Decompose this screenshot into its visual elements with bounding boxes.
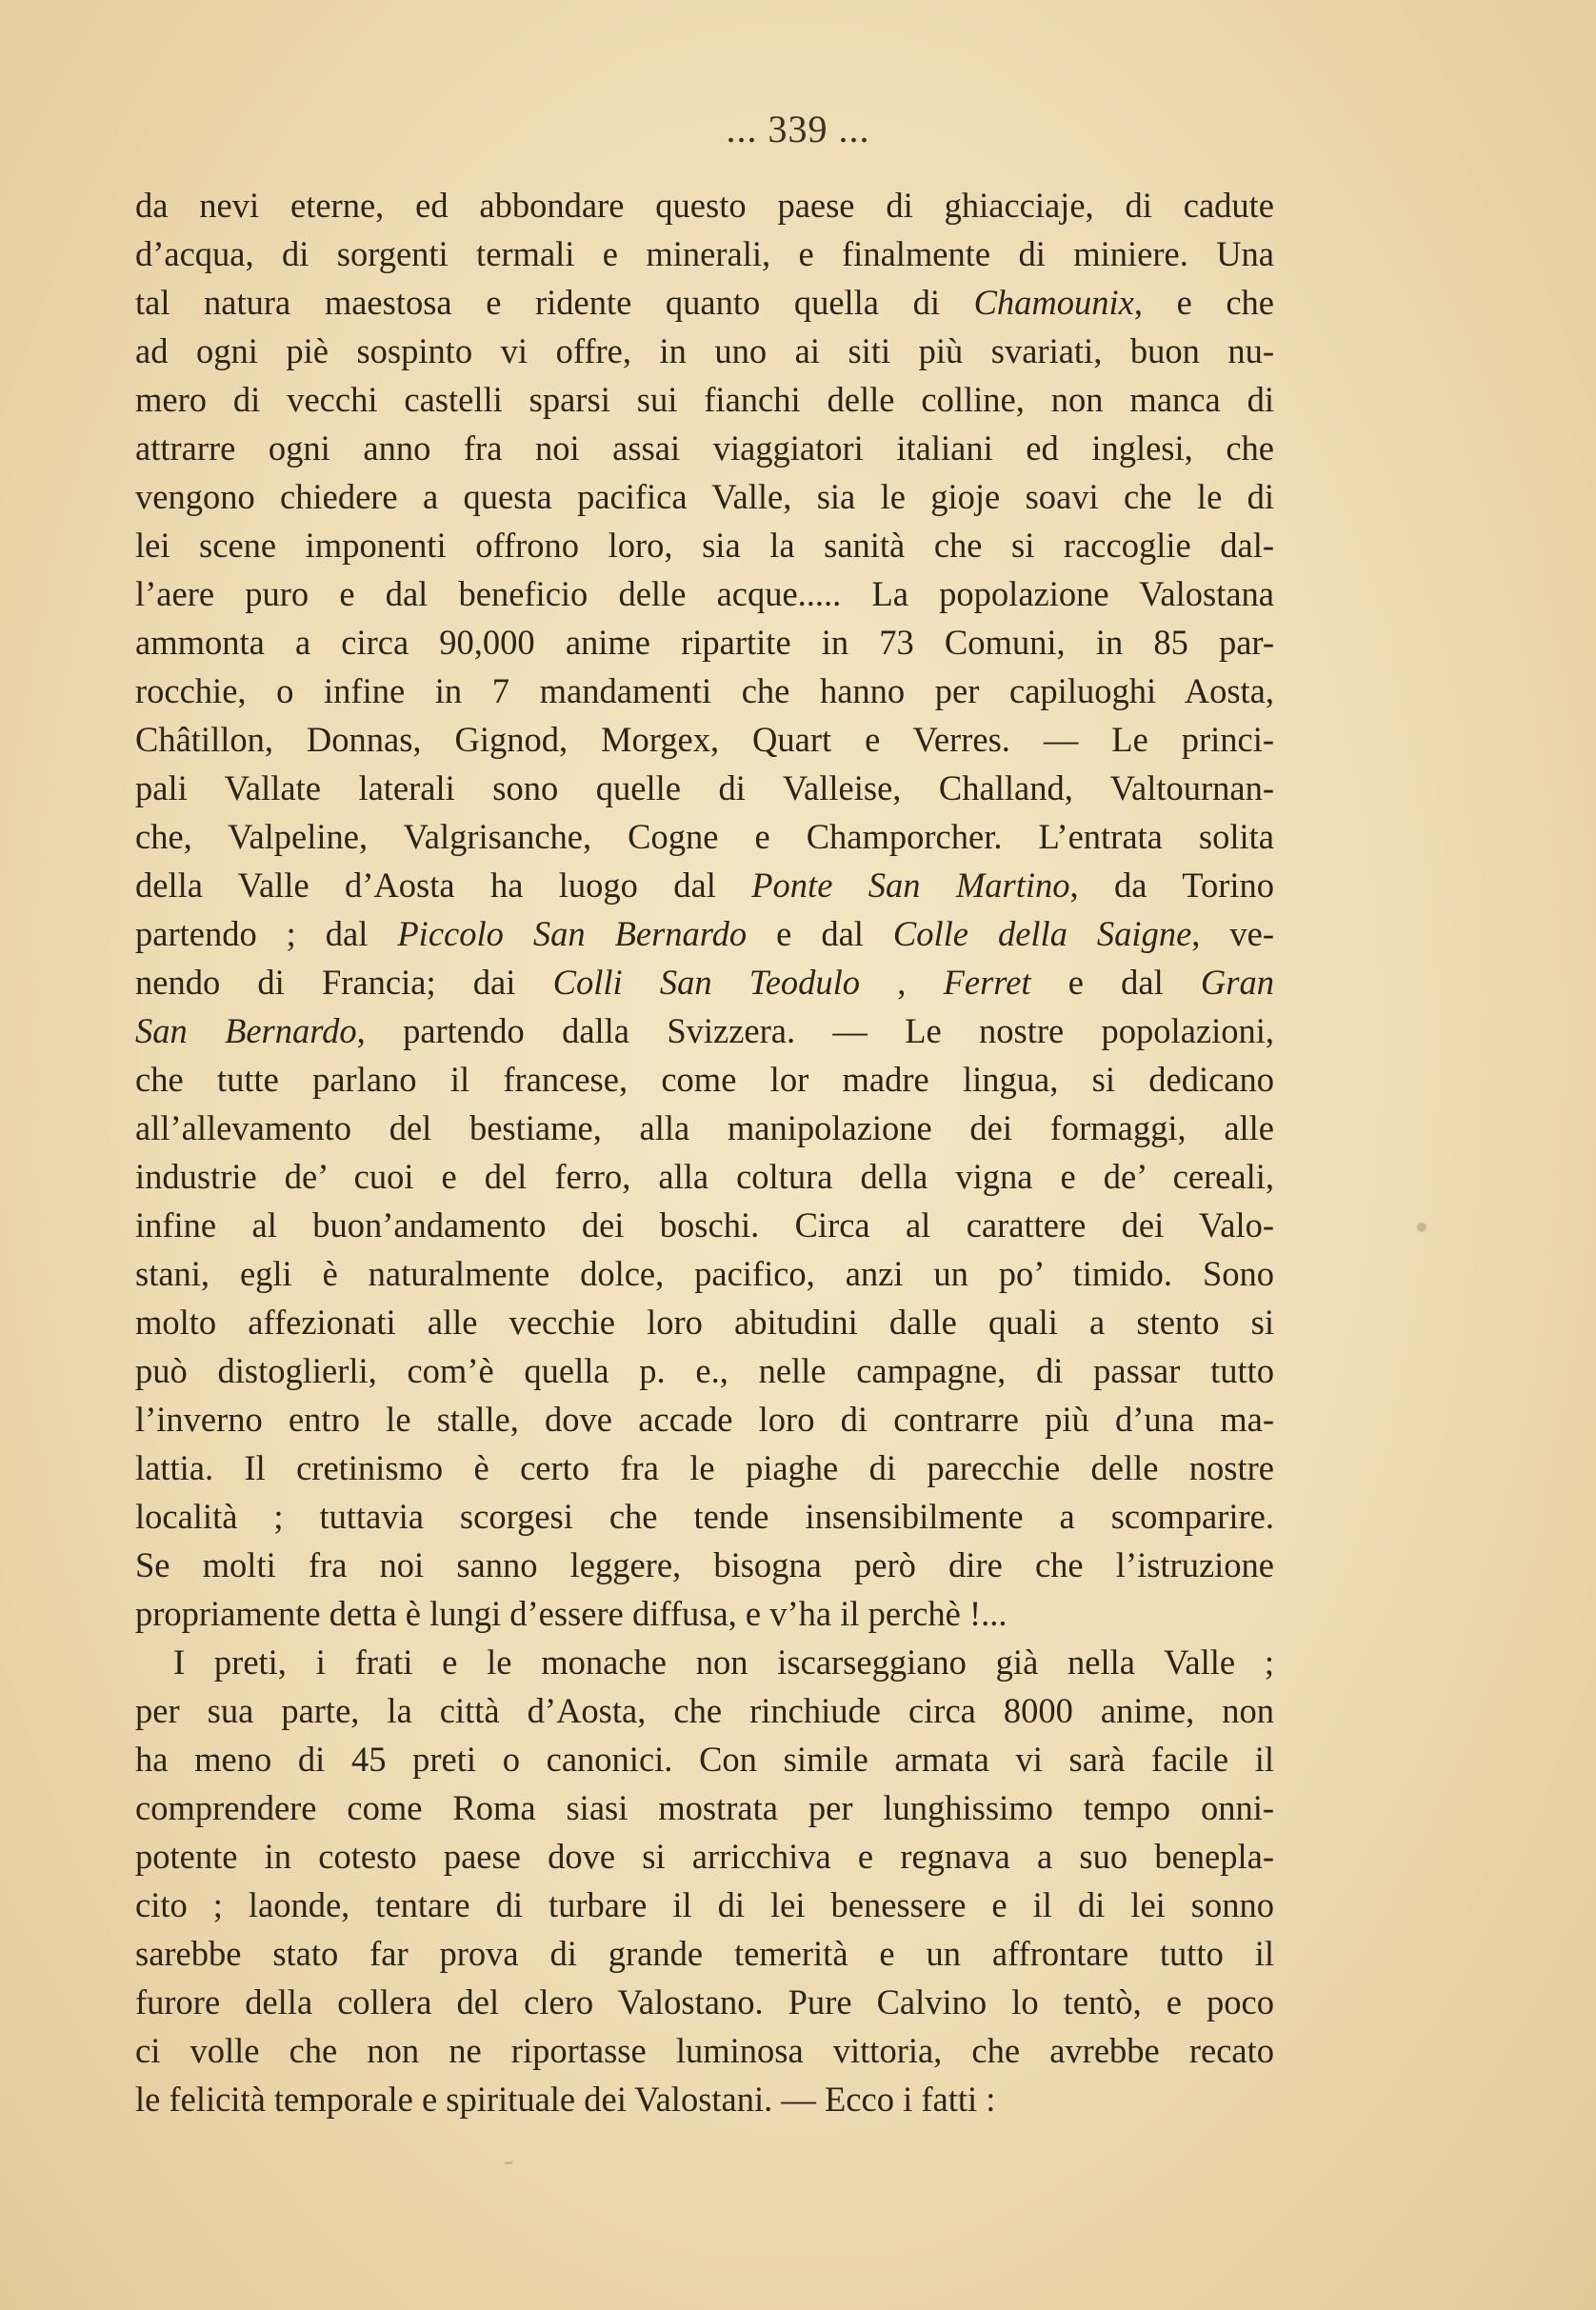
- text-run: vengono chiedere a questa pacifica Valle, sia le gioje soavi che le di: [135, 477, 1274, 516]
- text-line: [135, 1152, 1274, 1201]
- text-run: e dal: [1030, 963, 1201, 1002]
- text-line: [135, 521, 1274, 569]
- text-line: [135, 569, 1274, 618]
- text-run: località ; tuttavia scorgesi che tende insensibilmente a scomparire.: [135, 1497, 1274, 1536]
- italic-text: Chamounix: [973, 283, 1134, 322]
- text-run: infine al buon’andamento dei boschi. Circa al carattere dei Valo-: [135, 1205, 1274, 1245]
- text-run: molto affezionati alle vecchie loro abitudini dalle quali a stento si: [135, 1303, 1274, 1342]
- text-line: [135, 715, 1274, 764]
- text-run: tal natura maestosa e ridente quanto quella di: [135, 283, 974, 322]
- text-line: [135, 1929, 1274, 1978]
- text-line: [135, 1055, 1274, 1104]
- text-run: cito ; laonde, tentare di turbare il di lei benessere e il di lei sonno: [135, 1885, 1274, 1924]
- text-line: [135, 1492, 1274, 1541]
- text-run: le felicità temporale e spirituale dei Valostani. — Ecco i fatti :: [135, 2080, 996, 2119]
- text-line: [135, 1881, 1274, 1929]
- text-run: che, Valpeline, Valgrisanche, Cogne e Champorcher. L’entrata solita: [135, 817, 1274, 856]
- text-run: nendo di Francia; dai: [135, 963, 553, 1002]
- text-run: Se molti fra noi sanno leggere, bisogna però dire che l’istruzione: [135, 1545, 1274, 1584]
- text-line: [135, 1444, 1274, 1492]
- text-line: [135, 1735, 1274, 1783]
- text-run: propriamente detta è lungi d’essere diffusa, e v’ha il perchè !...: [135, 1594, 1007, 1633]
- text-run: e dal: [747, 914, 893, 953]
- paper-speck: [505, 2161, 512, 2164]
- text-run: I preti, i frati e le monache non iscarseggiano già nella Valle ;: [173, 1643, 1274, 1682]
- text-line: [135, 1346, 1274, 1395]
- text-line: [135, 1541, 1274, 1589]
- text-run: che tutte parlano il francese, come lor madre lingua, si dedicano: [135, 1060, 1274, 1099]
- text-line: [135, 909, 1274, 958]
- text-line: [135, 1783, 1274, 1832]
- text-run: , da Torino: [1069, 866, 1274, 905]
- text-line: [135, 1395, 1274, 1444]
- text-run: , ve-: [1191, 914, 1274, 953]
- text-run: ad ogni piè sospinto vi offre, in uno ai siti più svariati, buon nu-: [135, 331, 1274, 370]
- text-line: [135, 1104, 1274, 1152]
- text-run: d’acqua, di sorgenti termali e minerali, e finalmente di miniere. Una: [135, 234, 1274, 273]
- text-line: [135, 278, 1274, 327]
- text-line: [135, 667, 1274, 715]
- text-line: [135, 958, 1274, 1006]
- body-text: [135, 181, 1274, 2123]
- italic-text: Ferret: [943, 963, 1031, 1002]
- text-run: Châtillon, Donnas, Gignod, Morgex, Quart e Verres. — Le princi-: [135, 720, 1274, 759]
- text-run: stani, egli è naturalmente dolce, pacifico, anzi un po’ timido. Sono: [135, 1254, 1274, 1293]
- text-run: rocchie, o infine in 7 mandamenti che hanno per capiluoghi Aosta,: [135, 671, 1274, 710]
- text-line: [135, 327, 1274, 375]
- text-line: [135, 229, 1274, 278]
- text-run: attrarre ogni anno fra noi assai viaggiatori italiani ed inglesi, che: [135, 428, 1274, 468]
- text-line: [135, 1638, 1274, 1686]
- italic-text: Colli San Teodulo: [552, 963, 861, 1002]
- text-line: [135, 764, 1274, 812]
- text-run: potente in cotesto paese dove si arricchiva e regnava a suo benepla-: [135, 1837, 1274, 1876]
- text-line: [135, 2075, 1274, 2123]
- text-line: [135, 2026, 1274, 2075]
- text-line: [135, 181, 1274, 229]
- text-run: , partendo dalla Svizzera. — Le nostre popolazioni,: [356, 1011, 1274, 1050]
- text-line: [135, 1006, 1274, 1055]
- text-line: [135, 1978, 1274, 2026]
- text-line: [135, 375, 1274, 424]
- text-line: [135, 1832, 1274, 1881]
- text-line: [135, 618, 1274, 667]
- text-run: ,: [860, 963, 944, 1002]
- text-run: per sua parte, la città d’Aosta, che rinchiude circa 8000 anime, non: [135, 1691, 1274, 1730]
- text-run: pali Vallate laterali sono quelle di Valleise, Challand, Valtournan-: [135, 768, 1274, 807]
- text-line: [135, 1686, 1274, 1735]
- paper-speck: [1417, 1223, 1426, 1232]
- text-line: [135, 1201, 1274, 1249]
- text-line: [135, 812, 1274, 861]
- page-number: ... 339 ...: [726, 108, 870, 150]
- text-run: l’aere puro e dal beneficio delle acque..... La popolazione Valostana: [135, 574, 1274, 613]
- text-run: da nevi eterne, ed abbondare questo paese di ghiacciaje, di cadute: [135, 186, 1274, 225]
- italic-text: Ponte San Martino: [751, 866, 1070, 905]
- text-run: mero di vecchi castelli sparsi sui fianchi delle colline, non manca di: [135, 380, 1274, 419]
- text-run: può distoglierli, com’è quella p. e., nelle campagne, di passar tutto: [135, 1351, 1274, 1390]
- text-run: lattia. Il cretinismo è certo fra le piaghe di parecchie delle nostre: [135, 1448, 1274, 1487]
- italic-text: San Bernardo: [135, 1011, 357, 1050]
- text-run: partendo ; dal: [135, 914, 398, 953]
- italic-text: Piccolo San Bernardo: [397, 914, 748, 953]
- text-line: [135, 1249, 1274, 1298]
- text-line: [135, 1589, 1274, 1638]
- text-run: ammonta a circa 90,000 anime ripartite in 73 Comuni, in 85 par-: [135, 623, 1274, 662]
- text-run: , e che: [1133, 283, 1274, 322]
- text-run: furore della collera del clero Valostano. Pure Calvino lo tentò, e poco: [135, 1982, 1274, 2021]
- text-line: [135, 424, 1274, 472]
- italic-text: Gran: [1200, 963, 1274, 1002]
- text-run: lei scene imponenti offrono loro, sia la sanità che si raccoglie dal-: [135, 526, 1274, 565]
- text-line: [135, 861, 1274, 909]
- italic-text: Colle della Saigne: [892, 914, 1192, 953]
- text-run: della Valle d’Aosta ha luogo dal: [135, 866, 752, 905]
- text-line: [135, 1298, 1274, 1346]
- text-run: ha meno di 45 preti o canonici. Con simile armata vi sarà facile il: [135, 1740, 1274, 1779]
- text-run: ci volle che non ne riportasse luminosa vittoria, che avrebbe recato: [135, 2031, 1274, 2070]
- text-run: industrie de’ cuoi e del ferro, alla coltura della vigna e de’ cereali,: [135, 1157, 1274, 1196]
- text-run: all’allevamento del bestiame, alla manipolazione dei formaggi, alle: [135, 1108, 1274, 1147]
- text-run: sarebbe stato far prova di grande temerità e un affrontare tutto il: [135, 1934, 1274, 1973]
- text-line: [135, 472, 1274, 521]
- text-run: l’inverno entro le stalle, dove accade loro di contrarre più d’una ma-: [135, 1400, 1274, 1439]
- text-run: comprendere come Roma siasi mostrata per lunghissimo tempo onni-: [135, 1788, 1274, 1827]
